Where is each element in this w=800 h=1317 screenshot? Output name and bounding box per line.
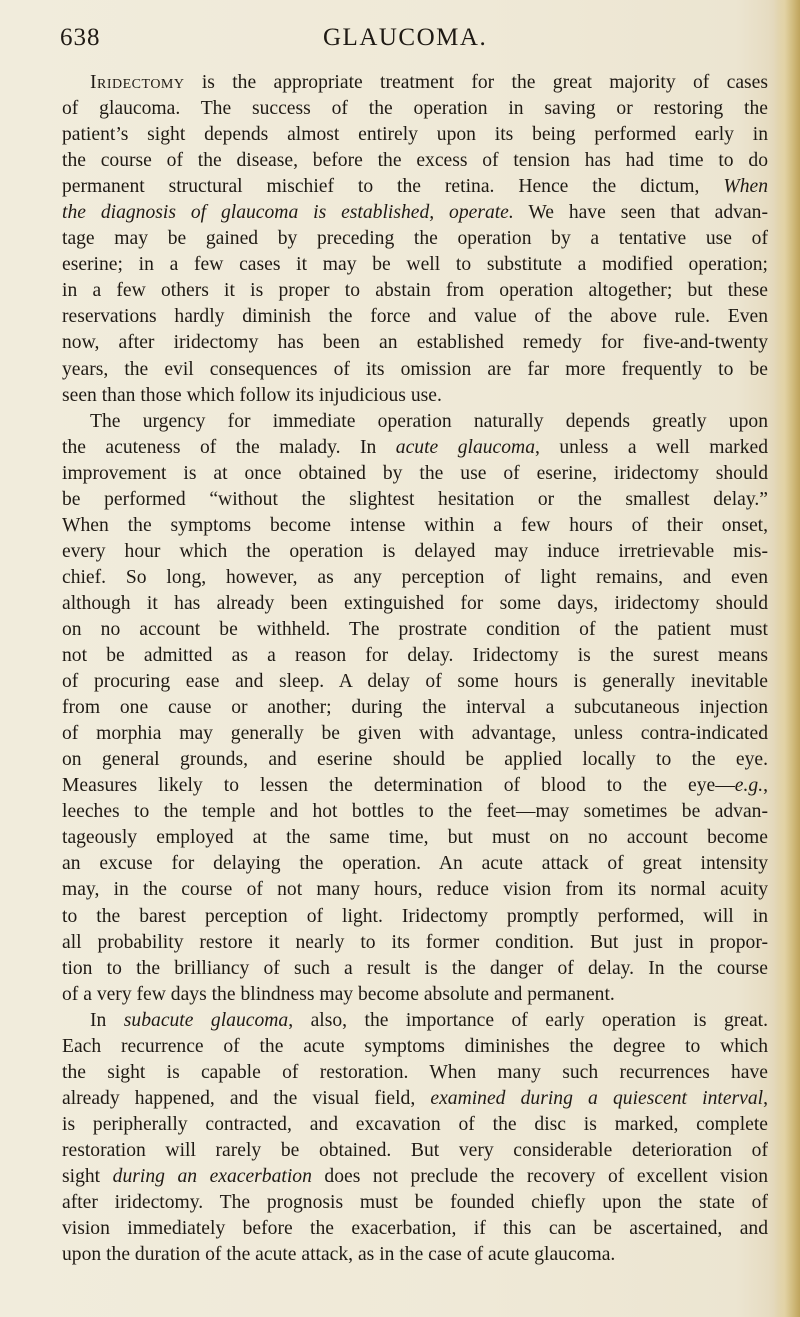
text-line: from one cause or another; during the interval a subcutaneous injection (62, 697, 768, 719)
text-line: already happened, and the visual field, examined during a quiescent interval, (62, 1087, 768, 1109)
text-line: the acuteness of the malady. In acute glaucoma, unless a well marked (62, 436, 768, 458)
text-line: of morphia may generally be given with advantage, unless contra-indicated (62, 723, 768, 745)
text-line: The urgency for immediate operation naturally depends greatly upon (90, 410, 768, 432)
text-line: patient’s sight depends almost entirely upon its being performed early in (62, 124, 768, 146)
text-line: sight during an exacerbation does not preclude the recovery of excellent vision (62, 1165, 768, 1187)
text-line: in a few others it is proper to abstain from operation altogether; but these (62, 280, 768, 302)
text-line: to the barest perception of light. Iridectomy promptly performed, will in (62, 905, 768, 927)
text-line: Iridectomy is the appropriate treatment for the great majority of cases (90, 72, 768, 93)
section-title: GLAUCOMA. (323, 24, 488, 51)
text-line: tion to the brilliancy of such a result is the danger of delay. In the course (62, 957, 768, 979)
text-line: be performed “without the slightest hesitation or the smallest delay.” (62, 488, 768, 510)
text-line: leeches to the temple and hot bottles to the feet—may sometimes be advan- (62, 801, 768, 823)
text-line: chief. So long, however, as any perception of light remains, and even (62, 566, 768, 588)
text-line: may, in the course of not many hours, reduce vision from its normal acuity (62, 879, 768, 901)
text-line: the course of the disease, before the excess of tension has had time to do (62, 150, 768, 172)
body-text (62, 70, 768, 1268)
text-line: of a very few days the blindness may become absolute and permanent. (62, 983, 615, 1005)
text-line: not be admitted as a reason for delay. Iridectomy is the surest means (62, 645, 768, 667)
text-line: all probability restore it nearly to its former condition. But just in propor- (62, 931, 768, 953)
text-line: In subacute glaucoma, also, the importance of early operation is great. (90, 1009, 768, 1031)
text-line: now, after iridectomy has been an established remedy for five-and-twenty (62, 332, 768, 354)
text-line: eserine; in a few cases it may be well to substitute a modified operation; (62, 254, 768, 276)
text-line: every hour which the operation is delayed may induce irretrievable mis- (62, 540, 768, 562)
text-line: of procuring ease and sleep. A delay of some hours is generally inevitable (62, 671, 768, 693)
text-line: When the symptoms become intense within a few hours of their onset, (62, 514, 768, 536)
text-line: of glaucoma. The success of the operation in saving or restoring the (62, 98, 768, 120)
text-line: an excuse for delaying the operation. An acute attack of great intensity (62, 853, 768, 875)
text-line: the sight is capable of restoration. When many such recurrences have (62, 1061, 768, 1083)
text-line: tageously employed at the same time, but must on no account become (62, 827, 768, 849)
text-line: on no account be withheld. The prostrate condition of the patient must (62, 618, 768, 640)
running-head (60, 24, 760, 60)
text-line: years, the evil consequences of its omission are far more frequently to be (62, 358, 768, 380)
page-edge (774, 0, 800, 1317)
text-line: improvement is at once obtained by the use of eserine, iridectomy should (62, 462, 768, 484)
text-line: permanent structural mischief to the retina. Hence the dictum, When (62, 176, 768, 198)
text-line: Each recurrence of the acute symptoms diminishes the degree to which (62, 1035, 768, 1057)
text-line: the diagnosis of glaucoma is established, operate. We have seen that advan- (62, 202, 768, 224)
text-line: Measures likely to lessen the determination of blood to the eye—e.g., (62, 775, 768, 797)
text-line: vision immediately before the exacerbation, if this can be ascertained, and (62, 1218, 768, 1240)
text-line: although it has already been extinguished for some days, iridectomy should (62, 592, 768, 614)
text-line: upon the duration of the acute attack, as in the case of acute glaucoma. (62, 1244, 616, 1266)
page-number: 638 (60, 24, 101, 51)
text-line: seen than those which follow its injudicious use. (62, 384, 442, 406)
text-line: reservations hardly diminish the force and value of the above rule. Even (62, 306, 768, 328)
text-line: restoration will rarely be obtained. But very considerable deterioration of (62, 1139, 768, 1161)
text-line: after iridectomy. The prognosis must be founded chiefly upon the state of (62, 1192, 768, 1214)
text-line: tage may be gained by preceding the operation by a tentative use of (62, 228, 768, 250)
text-line: is peripherally contracted, and excavation of the disc is marked, complete (62, 1113, 768, 1135)
text-line: on general grounds, and eserine should be applied locally to the eye. (62, 749, 768, 771)
